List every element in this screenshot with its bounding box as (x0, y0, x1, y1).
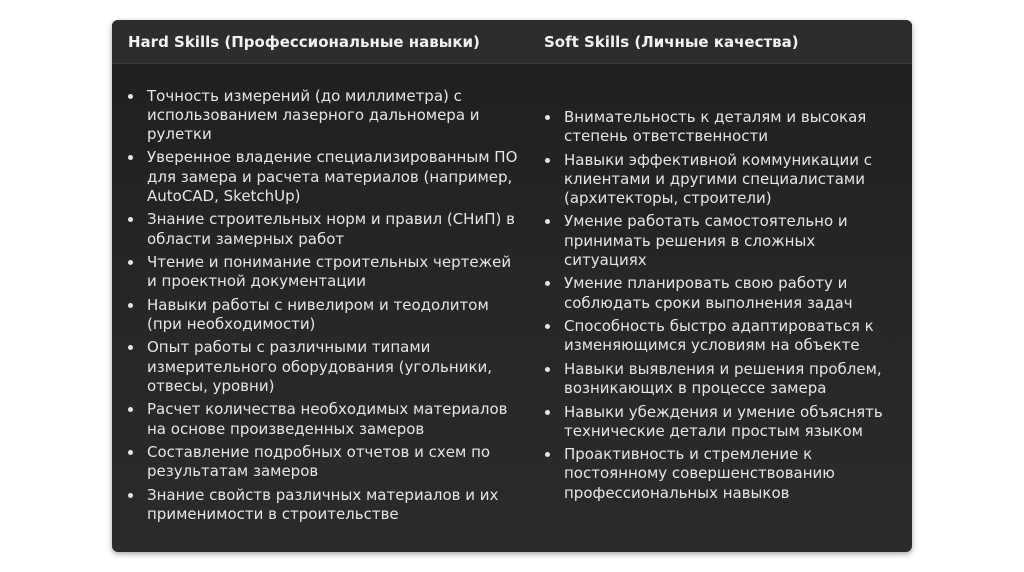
list-item: Знание свойств различных материалов и их применимости в строительстве (126, 486, 518, 524)
list-item: Навыки эффективной коммуникации с клиентами и другими специалистами (архитекторы, строители) (543, 151, 898, 209)
skills-table (112, 20, 912, 552)
list-item: Знание строительных норм и правил (СНиП) в области замерных работ (126, 210, 518, 248)
list-item: Уверенное владение специализированным ПО для замера и расчета материалов (например, AutoCAD, SketchUp) (126, 148, 518, 206)
list-item: Чтение и понимание строительных чертежей и проектной документации (126, 253, 518, 291)
list-item: Составление подробных отчетов и схем по результатам замеров (126, 443, 518, 481)
soft-skills-cell (528, 108, 912, 507)
list-item: Внимательность к деталям и высокая степень ответственности (543, 108, 898, 146)
list-item: Навыки убеждения и умение объяснять технические детали простым языком (543, 403, 898, 441)
list-item: Точность измерений (до миллиметра) с использованием лазерного дальномера и рулетки (126, 87, 518, 145)
hard-skills-cell (112, 87, 528, 529)
soft-skills-header: Soft Skills (Личные качества) (544, 33, 799, 51)
list-item: Способность быстро адаптироваться к изменяющимся условиям на объекте (543, 317, 898, 355)
hard-skills-list (112, 87, 528, 525)
list-item: Проактивность и стремление к постоянному совершенствованию профессиональных навыков (543, 445, 898, 503)
hard-skills-header: Hard Skills (Профессиональные навыки) (128, 33, 480, 51)
list-item: Умение планировать свою работу и соблюдать сроки выполнения задач (543, 274, 898, 312)
list-item: Умение работать самостоятельно и принимать решения в сложных ситуациях (543, 212, 898, 270)
table-body-row (112, 64, 912, 551)
list-item: Навыки работы с нивелиром и теодолитом (при необходимости) (126, 296, 518, 334)
list-item: Навыки выявления и решения проблем, возникающих в процессе замера (543, 360, 898, 398)
soft-skills-list (528, 108, 912, 503)
list-item: Расчет количества необходимых материалов на основе произведенных замеров (126, 400, 518, 438)
list-item: Опыт работы с различными типами измерительного оборудования (угольники, отвесы, уровни) (126, 338, 518, 396)
table-header-row (112, 20, 912, 64)
